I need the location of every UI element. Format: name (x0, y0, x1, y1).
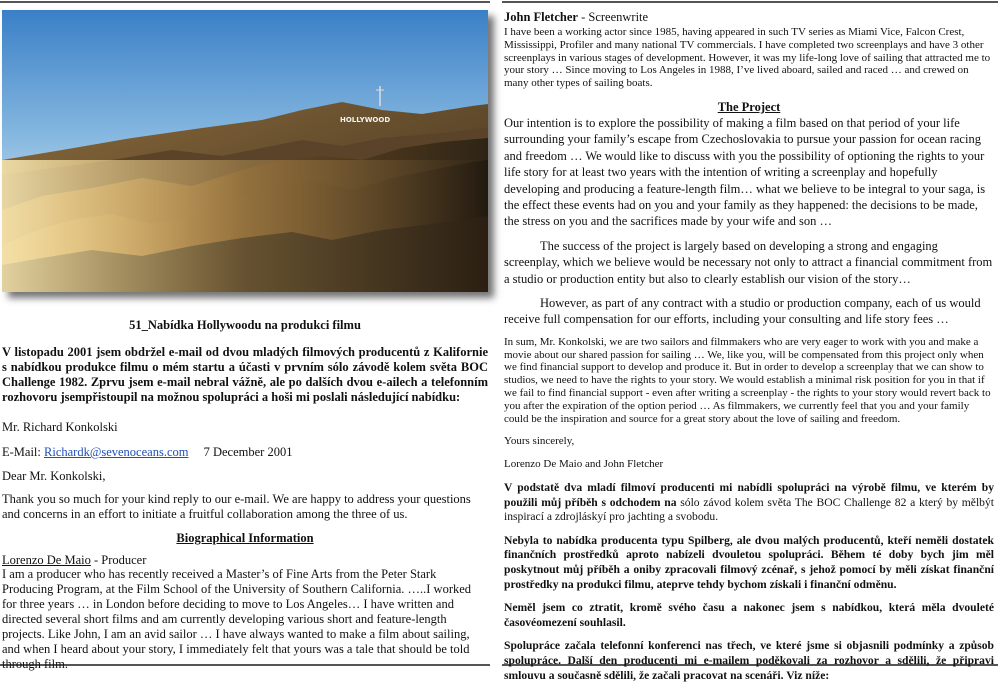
producer-bio: I am a producer who has recently received a Master’s of Fine Arts from the Peter Stark Producing Program, at the Film School of the University of Southern California. …..I worked for three years … in London before deciding to move to Los Angeles… I have written and directed several short films and am currently developing various short and feature-length projects. Like John, I am an avid sailor … I have always wanted to make a film about sailing, and when I heard about your story, I immediately felt that yours was a tale that should be told through film. (2, 567, 472, 671)
producer-role: - Producer (90, 553, 147, 567)
letter-date: 7 December 2001 (203, 445, 293, 459)
salutation: Dear Mr. Konkolski, (2, 469, 106, 483)
project-heading: The Project (717, 99, 781, 114)
top-rule-right (502, 1, 998, 3)
email-label: E-Mail: (2, 445, 41, 459)
czech-paragraph-4: Spolupráce začala telefonní konferenci nas třech, ve které jsme si objasnili podmínky a způsob spolupráce. Další den producenti mi e-mailem poděkovali za rozhovor a sdělili, že připravi smlouvu a současně sdělili, že začali pracovat na scenáři. Viz níže: (504, 639, 994, 682)
writer-name: John Fletcher (504, 10, 578, 24)
writer-role: - Screenwrite (577, 10, 649, 24)
email-line (2, 445, 488, 460)
top-rule-left (0, 1, 490, 3)
summary-paragraph: In sum, Mr. Konkolski, we are two sailors and filmmakers who are very eager to work with you and make a movie about our shared passion for sailing … We, like you, will be compensated from this project only when we find financial support to develop and produce it. But in order to develop a screenplay that we can show to studios, we need to have the rights to your story. We would establish a minimal risk position for you in that if we fail to find financial support - even after writing a screenplay - the rights to your story would revert back to you after the expiration of the option period … As filmmakers, we currently feel that you and your family could be the inspiration and source for a great story about the love of sailing and freedom. (504, 335, 991, 425)
hollywood-photo (2, 10, 488, 292)
bio-heading: Biographical Information (176, 531, 314, 545)
left-column (2, 10, 488, 672)
writer-name-line (504, 10, 994, 24)
email-link[interactable]: Richardk@sevenoceans.com (44, 445, 189, 459)
hollywood-landscape-image (2, 10, 488, 292)
hollywood-sign: HOLLYWOOD (340, 116, 391, 124)
writer-bio: I have been a working actor since 1985, having appeared in such TV series as Miami Vice, Falcon Crest, Mississippi, Profiler and many national TV commercials. I have completed two screenplays and have 3 other screenplays in various stages of development. However, it was my life-long love of sailing that attracted me to your story … Since moving to Los Angeles in 1988, I’ve lived aboard, sailed and raced … and crewed on many other types of sailing boats. (504, 26, 991, 90)
czech-paragraph-3: Neměl jsem co ztratit, kromě svého času a nakonec jsem s nabídkou, která měla dvouleté časovéomezení souhlasil. (504, 601, 994, 629)
project-paragraph-3: However, as part of any contract with a studio or production company, each of us would receive full compensation for our efforts, including your consulting and life story fees … (504, 296, 981, 327)
project-paragraph-2: The success of the project is largely based on developing a strong and engaging screenplay, which we believe would be necessary not only to attract a financial commitment from a studio or production entity but also to clearly establish our vision of the story… (504, 238, 993, 286)
project-paragraph-1: Our intention is to explore the possibility of making a film based on that period of your life surrounding your family’s escape from Czechoslovakia to pursue your passion for ocean racing and freedom … We would like to discuss with you the possibility of optioning the rights to your life story for at least two years with the intention of writing a screenplay and hopefully developing and producing a feature-length film… what we believe to be integral to your saga, is the effect these events had on you and your family as they happened: the decisions to be made, the stress on you and the sacrifices made by your wife and son … (504, 115, 986, 229)
producer-name-line (2, 553, 488, 567)
intro-paragraph: V listopadu 2001 jsem obdržel e-mail od dvou mladých filmových producentů z Kalifornie s nabídkou produkce filmu o mém startu a účasti v prvním sólo závodě kolem světa BOC Challenge 1982. Zprvu jsem e-mail nebral vážně, ale po dalších dvou e-ailech a telefonním rozhovoru jsempřistoupil na možnou spolupráci a hoši mi poslali následující nabídku: (2, 345, 488, 404)
right-column (504, 10, 994, 683)
thanks-paragraph: Thank you so much for your kind reply to our e-mail. We are happy to address your questions and concerns in an effort to initiate a fruitful collaboration among the three of us. (2, 492, 471, 521)
czech-paragraph-1-rest: sólo závod kolem světa The BOC Challenge 82 a který by mělbýt inspirací a zdrojláskyí pro jachting a svobodu. (504, 495, 994, 524)
photo-caption: 51_Nabídka Hollywoodu na produkci filmu (129, 318, 361, 332)
czech-paragraph-2: Nebyla to nabídka producenta typu Spilberg, ale dvou malých producentů, kteří neměli dostatek finančních prostředků aproto nabízeli dvouletou spolupráci. Během té doby bych jim měl poskytnout můj příběh a oniby zpracovali filmový zcénař, s jehož pomocí by měli získat finanční prostředky na produkci filmu, ateprve tehdy bychom získali i finanční odměnu. (504, 533, 994, 591)
signatures: Lorenzo De Maio and John Fletcher (504, 458, 664, 471)
czech-paragraph-1-bold: V podstatě dva mladí filmoví producenti mi nabídli spolupráci na výrobě filmu, ve kterém by použili můj příběh s odchodem na (504, 481, 994, 509)
producer-name: Lorenzo De Maio (2, 553, 91, 567)
czech-paragraph-1 (504, 481, 994, 525)
closing: Yours sincerely, (504, 435, 575, 448)
recipient: Mr. Richard Konkolski (2, 420, 118, 434)
